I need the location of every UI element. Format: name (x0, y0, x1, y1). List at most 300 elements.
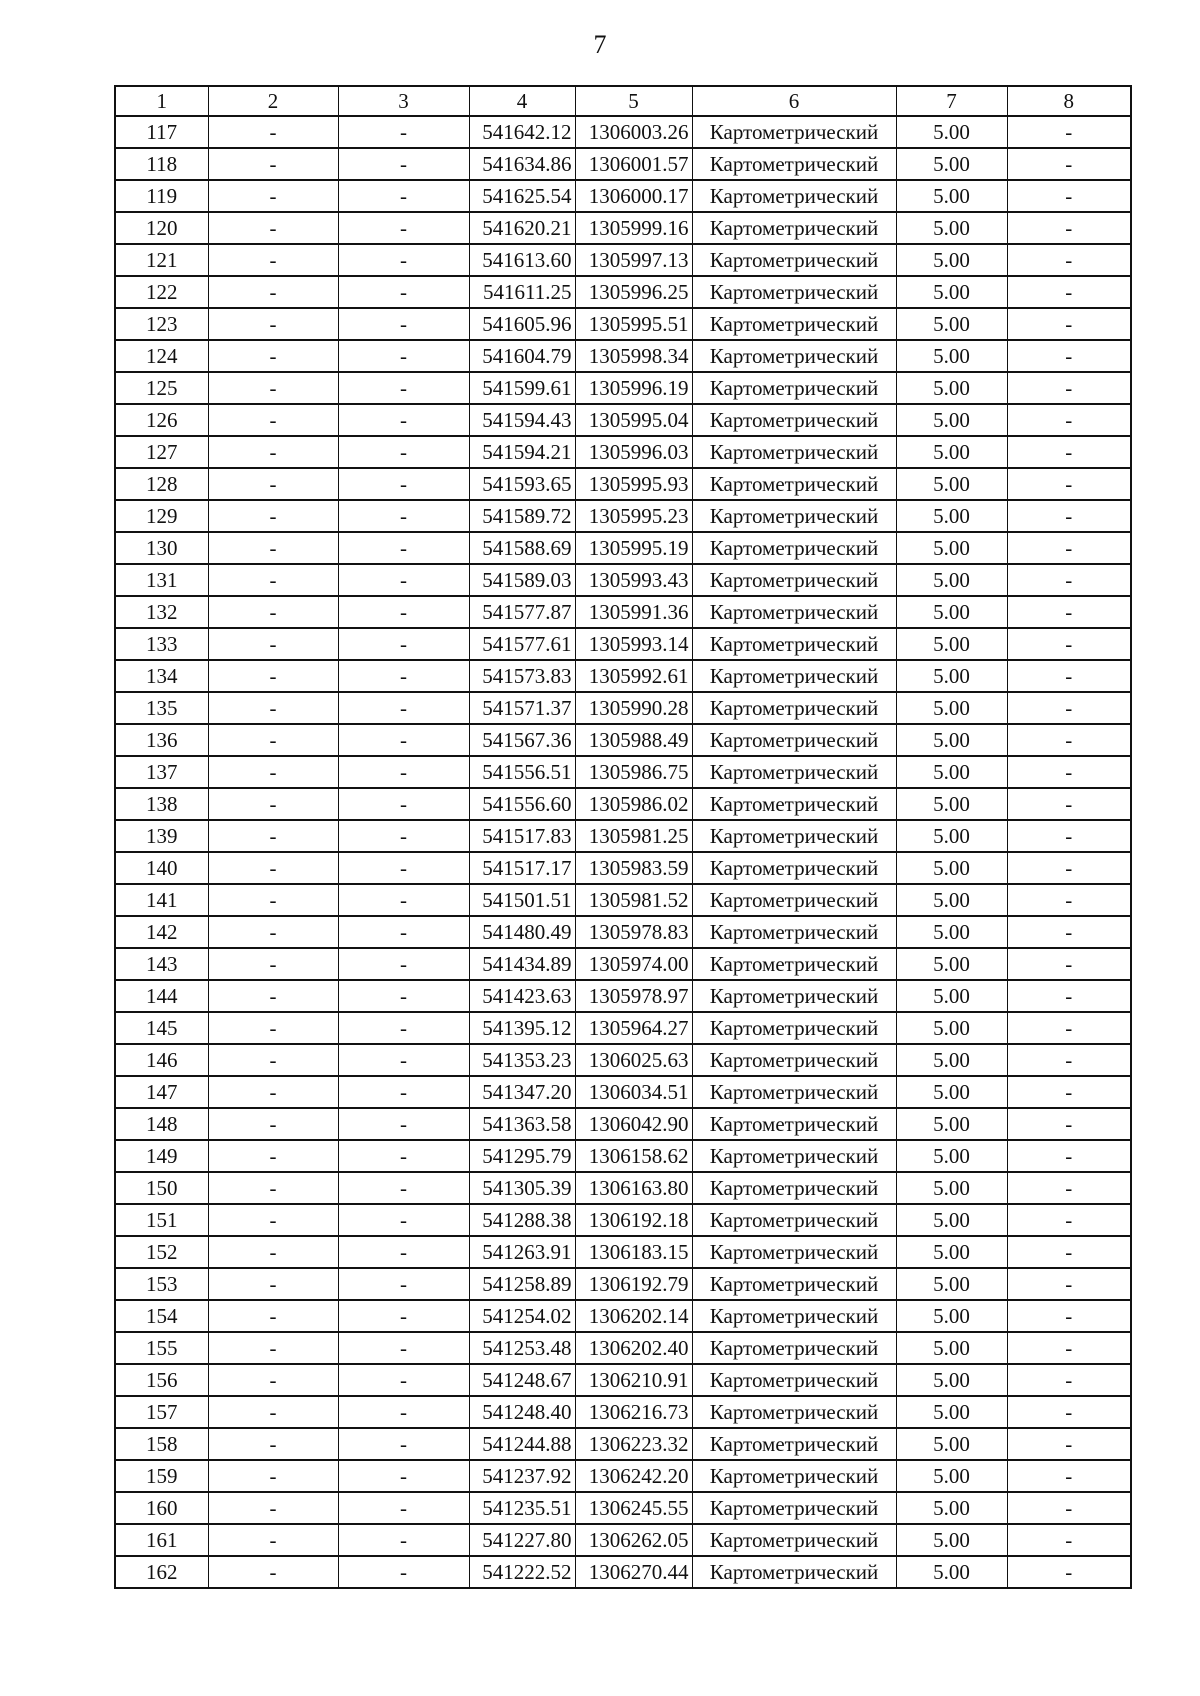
method-cell: Картометрический (692, 1460, 896, 1492)
point-number-cell: 149 (115, 1140, 208, 1172)
col8-cell: - (1007, 1332, 1131, 1364)
col8-cell: - (1007, 372, 1131, 404)
table-row (115, 148, 1131, 180)
point-number-cell: 153 (115, 1268, 208, 1300)
table-row (115, 1140, 1131, 1172)
col8-cell: - (1007, 1364, 1131, 1396)
y-coordinate-cell: 1306245.55 (575, 1492, 692, 1524)
x-coordinate-cell: 541594.21 (469, 436, 575, 468)
point-number-cell: 120 (115, 212, 208, 244)
method-cell: Картометрический (692, 1332, 896, 1364)
y-coordinate-cell: 1306183.15 (575, 1236, 692, 1268)
point-number-cell: 151 (115, 1204, 208, 1236)
col2-cell: - (208, 724, 338, 756)
y-coordinate-cell: 1306202.40 (575, 1332, 692, 1364)
accuracy-cell: 5.00 (896, 1492, 1007, 1524)
col8-cell: - (1007, 916, 1131, 948)
accuracy-cell: 5.00 (896, 916, 1007, 948)
method-cell: Картометрический (692, 276, 896, 308)
col8-cell: - (1007, 1204, 1131, 1236)
point-number-cell: 134 (115, 660, 208, 692)
x-coordinate-cell: 541254.02 (469, 1300, 575, 1332)
y-coordinate-cell: 1305974.00 (575, 948, 692, 980)
col8-cell: - (1007, 852, 1131, 884)
table-header (115, 86, 1131, 116)
method-cell: Картометрический (692, 1268, 896, 1300)
x-coordinate-cell: 541556.60 (469, 788, 575, 820)
col2-cell: - (208, 1556, 338, 1588)
method-cell: Картометрический (692, 212, 896, 244)
column-header-3: 3 (338, 86, 469, 116)
x-coordinate-cell: 541501.51 (469, 884, 575, 916)
accuracy-cell: 5.00 (896, 1236, 1007, 1268)
table-row (115, 1108, 1131, 1140)
col8-cell: - (1007, 1268, 1131, 1300)
x-coordinate-cell: 541248.67 (469, 1364, 575, 1396)
method-cell: Картометрический (692, 1108, 896, 1140)
col8-cell: - (1007, 276, 1131, 308)
col3-cell: - (338, 564, 469, 596)
x-coordinate-cell: 541620.21 (469, 212, 575, 244)
y-coordinate-cell: 1306025.63 (575, 1044, 692, 1076)
table-row (115, 532, 1131, 564)
col8-cell: - (1007, 564, 1131, 596)
method-cell: Картометрический (692, 1428, 896, 1460)
col2-cell: - (208, 692, 338, 724)
col2-cell: - (208, 660, 338, 692)
table-row (115, 404, 1131, 436)
col8-cell: - (1007, 436, 1131, 468)
x-coordinate-cell: 541227.80 (469, 1524, 575, 1556)
table-row (115, 1428, 1131, 1460)
x-coordinate-cell: 541244.88 (469, 1428, 575, 1460)
table-row (115, 1396, 1131, 1428)
method-cell: Картометрический (692, 788, 896, 820)
col2-cell: - (208, 1460, 338, 1492)
col2-cell: - (208, 756, 338, 788)
col2-cell: - (208, 180, 338, 212)
table-row (115, 372, 1131, 404)
table-row (115, 1044, 1131, 1076)
col2-cell: - (208, 628, 338, 660)
col2-cell: - (208, 1396, 338, 1428)
accuracy-cell: 5.00 (896, 212, 1007, 244)
table-row (115, 1172, 1131, 1204)
col3-cell: - (338, 276, 469, 308)
col8-cell: - (1007, 532, 1131, 564)
method-cell: Картометрический (692, 1364, 896, 1396)
col3-cell: - (338, 1012, 469, 1044)
col8-cell: - (1007, 308, 1131, 340)
col3-cell: - (338, 1172, 469, 1204)
col3-cell: - (338, 852, 469, 884)
col2-cell: - (208, 468, 338, 500)
method-cell: Картометрический (692, 820, 896, 852)
accuracy-cell: 5.00 (896, 628, 1007, 660)
col8-cell: - (1007, 660, 1131, 692)
point-number-cell: 133 (115, 628, 208, 660)
accuracy-cell: 5.00 (896, 564, 1007, 596)
col2-cell: - (208, 1364, 338, 1396)
col8-cell: - (1007, 500, 1131, 532)
method-cell: Картометрический (692, 564, 896, 596)
x-coordinate-cell: 541567.36 (469, 724, 575, 756)
col8-cell: - (1007, 404, 1131, 436)
table-row (115, 596, 1131, 628)
col3-cell: - (338, 1044, 469, 1076)
point-number-cell: 128 (115, 468, 208, 500)
col8-cell: - (1007, 148, 1131, 180)
col2-cell: - (208, 116, 338, 148)
col3-cell: - (338, 756, 469, 788)
y-coordinate-cell: 1305995.93 (575, 468, 692, 500)
col2-cell: - (208, 1428, 338, 1460)
y-coordinate-cell: 1305999.16 (575, 212, 692, 244)
method-cell: Картометрический (692, 1076, 896, 1108)
col3-cell: - (338, 788, 469, 820)
y-coordinate-cell: 1305978.97 (575, 980, 692, 1012)
point-number-cell: 147 (115, 1076, 208, 1108)
col8-cell: - (1007, 884, 1131, 916)
y-coordinate-cell: 1305997.13 (575, 244, 692, 276)
point-number-cell: 138 (115, 788, 208, 820)
y-coordinate-cell: 1305995.04 (575, 404, 692, 436)
col2-cell: - (208, 1012, 338, 1044)
column-header-7: 7 (896, 86, 1007, 116)
accuracy-cell: 5.00 (896, 1396, 1007, 1428)
y-coordinate-cell: 1306223.32 (575, 1428, 692, 1460)
point-number-cell: 121 (115, 244, 208, 276)
table-row (115, 1076, 1131, 1108)
col8-cell: - (1007, 1236, 1131, 1268)
col2-cell: - (208, 212, 338, 244)
point-number-cell: 159 (115, 1460, 208, 1492)
method-cell: Картометрический (692, 980, 896, 1012)
accuracy-cell: 5.00 (896, 884, 1007, 916)
point-number-cell: 118 (115, 148, 208, 180)
method-cell: Картометрический (692, 1140, 896, 1172)
accuracy-cell: 5.00 (896, 660, 1007, 692)
x-coordinate-cell: 541434.89 (469, 948, 575, 980)
x-coordinate-cell: 541347.20 (469, 1076, 575, 1108)
accuracy-cell: 5.00 (896, 692, 1007, 724)
accuracy-cell: 5.00 (896, 468, 1007, 500)
method-cell: Картометрический (692, 916, 896, 948)
method-cell: Картометрический (692, 1524, 896, 1556)
column-header-8: 8 (1007, 86, 1131, 116)
col2-cell: - (208, 1140, 338, 1172)
y-coordinate-cell: 1305988.49 (575, 724, 692, 756)
table-row (115, 916, 1131, 948)
table-row (115, 1524, 1131, 1556)
column-header-5: 5 (575, 86, 692, 116)
col8-cell: - (1007, 244, 1131, 276)
table-row (115, 724, 1131, 756)
x-coordinate-cell: 541577.87 (469, 596, 575, 628)
col2-cell: - (208, 1204, 338, 1236)
x-coordinate-cell: 541295.79 (469, 1140, 575, 1172)
point-number-cell: 126 (115, 404, 208, 436)
method-cell: Картометрический (692, 308, 896, 340)
method-cell: Картометрический (692, 148, 896, 180)
x-coordinate-cell: 541594.43 (469, 404, 575, 436)
x-coordinate-cell: 541588.69 (469, 532, 575, 564)
y-coordinate-cell: 1305995.51 (575, 308, 692, 340)
col3-cell: - (338, 1236, 469, 1268)
col8-cell: - (1007, 820, 1131, 852)
table-row (115, 180, 1131, 212)
col3-cell: - (338, 1300, 469, 1332)
point-number-cell: 162 (115, 1556, 208, 1588)
col2-cell: - (208, 1268, 338, 1300)
col2-cell: - (208, 308, 338, 340)
point-number-cell: 154 (115, 1300, 208, 1332)
accuracy-cell: 5.00 (896, 1556, 1007, 1588)
x-coordinate-cell: 541634.86 (469, 148, 575, 180)
col2-cell: - (208, 148, 338, 180)
accuracy-cell: 5.00 (896, 436, 1007, 468)
table-row (115, 1012, 1131, 1044)
col3-cell: - (338, 1332, 469, 1364)
method-cell: Картометрический (692, 1012, 896, 1044)
col8-cell: - (1007, 1076, 1131, 1108)
method-cell: Картометрический (692, 948, 896, 980)
col2-cell: - (208, 596, 338, 628)
x-coordinate-cell: 541222.52 (469, 1556, 575, 1588)
y-coordinate-cell: 1305993.43 (575, 564, 692, 596)
table-row (115, 980, 1131, 1012)
accuracy-cell: 5.00 (896, 1108, 1007, 1140)
x-coordinate-cell: 541363.58 (469, 1108, 575, 1140)
point-number-cell: 135 (115, 692, 208, 724)
point-number-cell: 141 (115, 884, 208, 916)
y-coordinate-cell: 1306242.20 (575, 1460, 692, 1492)
point-number-cell: 148 (115, 1108, 208, 1140)
x-coordinate-cell: 541599.61 (469, 372, 575, 404)
col3-cell: - (338, 980, 469, 1012)
col2-cell: - (208, 916, 338, 948)
col3-cell: - (338, 436, 469, 468)
col3-cell: - (338, 148, 469, 180)
x-coordinate-cell: 541604.79 (469, 340, 575, 372)
x-coordinate-cell: 541556.51 (469, 756, 575, 788)
point-number-cell: 122 (115, 276, 208, 308)
col8-cell: - (1007, 948, 1131, 980)
col3-cell: - (338, 916, 469, 948)
col3-cell: - (338, 724, 469, 756)
col3-cell: - (338, 1428, 469, 1460)
y-coordinate-cell: 1306001.57 (575, 148, 692, 180)
accuracy-cell: 5.00 (896, 116, 1007, 148)
col2-cell: - (208, 1044, 338, 1076)
point-number-cell: 157 (115, 1396, 208, 1428)
method-cell: Картометрический (692, 116, 896, 148)
col2-cell: - (208, 1076, 338, 1108)
accuracy-cell: 5.00 (896, 308, 1007, 340)
point-number-cell: 125 (115, 372, 208, 404)
table-row (115, 340, 1131, 372)
table-row (115, 820, 1131, 852)
table-row (115, 788, 1131, 820)
accuracy-cell: 5.00 (896, 788, 1007, 820)
method-cell: Картометрический (692, 1396, 896, 1428)
col3-cell: - (338, 820, 469, 852)
col2-cell: - (208, 564, 338, 596)
method-cell: Картометрический (692, 468, 896, 500)
x-coordinate-cell: 541517.17 (469, 852, 575, 884)
col2-cell: - (208, 340, 338, 372)
table-row (115, 756, 1131, 788)
col8-cell: - (1007, 1492, 1131, 1524)
x-coordinate-cell: 541263.91 (469, 1236, 575, 1268)
accuracy-cell: 5.00 (896, 1044, 1007, 1076)
x-coordinate-cell: 541480.49 (469, 916, 575, 948)
method-cell: Картометрический (692, 1204, 896, 1236)
column-header-6: 6 (692, 86, 896, 116)
col8-cell: - (1007, 1300, 1131, 1332)
col8-cell: - (1007, 980, 1131, 1012)
accuracy-cell: 5.00 (896, 1204, 1007, 1236)
table-row (115, 1300, 1131, 1332)
col3-cell: - (338, 340, 469, 372)
table-row (115, 116, 1131, 148)
accuracy-cell: 5.00 (896, 948, 1007, 980)
method-cell: Картометрический (692, 532, 896, 564)
y-coordinate-cell: 1306262.05 (575, 1524, 692, 1556)
table-row (115, 692, 1131, 724)
method-cell: Картометрический (692, 404, 896, 436)
col2-cell: - (208, 1236, 338, 1268)
col2-cell: - (208, 1492, 338, 1524)
table-row (115, 244, 1131, 276)
col8-cell: - (1007, 724, 1131, 756)
point-number-cell: 124 (115, 340, 208, 372)
x-coordinate-cell: 541517.83 (469, 820, 575, 852)
point-number-cell: 156 (115, 1364, 208, 1396)
point-number-cell: 137 (115, 756, 208, 788)
y-coordinate-cell: 1306210.91 (575, 1364, 692, 1396)
column-header-1: 1 (115, 86, 208, 116)
point-number-cell: 145 (115, 1012, 208, 1044)
col8-cell: - (1007, 116, 1131, 148)
table-row (115, 1236, 1131, 1268)
col8-cell: - (1007, 756, 1131, 788)
y-coordinate-cell: 1306270.44 (575, 1556, 692, 1588)
col8-cell: - (1007, 340, 1131, 372)
method-cell: Картометрический (692, 628, 896, 660)
col2-cell: - (208, 1300, 338, 1332)
col3-cell: - (338, 1268, 469, 1300)
x-coordinate-cell: 541593.65 (469, 468, 575, 500)
accuracy-cell: 5.00 (896, 596, 1007, 628)
accuracy-cell: 5.00 (896, 1300, 1007, 1332)
col3-cell: - (338, 628, 469, 660)
x-coordinate-cell: 541589.72 (469, 500, 575, 532)
method-cell: Картометрический (692, 724, 896, 756)
col2-cell: - (208, 1524, 338, 1556)
accuracy-cell: 5.00 (896, 148, 1007, 180)
y-coordinate-cell: 1306202.14 (575, 1300, 692, 1332)
col3-cell: - (338, 244, 469, 276)
x-coordinate-cell: 541642.12 (469, 116, 575, 148)
x-coordinate-cell: 541288.38 (469, 1204, 575, 1236)
table-row (115, 308, 1131, 340)
accuracy-cell: 5.00 (896, 372, 1007, 404)
table-row (115, 852, 1131, 884)
y-coordinate-cell: 1305996.03 (575, 436, 692, 468)
col3-cell: - (338, 596, 469, 628)
col2-cell: - (208, 276, 338, 308)
col3-cell: - (338, 948, 469, 980)
y-coordinate-cell: 1305998.34 (575, 340, 692, 372)
x-coordinate-cell: 541305.39 (469, 1172, 575, 1204)
col2-cell: - (208, 1108, 338, 1140)
method-cell: Картометрический (692, 1556, 896, 1588)
y-coordinate-cell: 1306163.80 (575, 1172, 692, 1204)
table-body (115, 116, 1131, 1588)
col3-cell: - (338, 404, 469, 436)
point-number-cell: 136 (115, 724, 208, 756)
method-cell: Картометрический (692, 500, 896, 532)
table-row (115, 1492, 1131, 1524)
col2-cell: - (208, 884, 338, 916)
accuracy-cell: 5.00 (896, 1332, 1007, 1364)
x-coordinate-cell: 541625.54 (469, 180, 575, 212)
point-number-cell: 158 (115, 1428, 208, 1460)
col3-cell: - (338, 212, 469, 244)
col3-cell: - (338, 1460, 469, 1492)
accuracy-cell: 5.00 (896, 852, 1007, 884)
col8-cell: - (1007, 212, 1131, 244)
col2-cell: - (208, 500, 338, 532)
col3-cell: - (338, 116, 469, 148)
method-cell: Картометрический (692, 1300, 896, 1332)
column-header-4: 4 (469, 86, 575, 116)
point-number-cell: 119 (115, 180, 208, 212)
table-row (115, 1460, 1131, 1492)
col8-cell: - (1007, 468, 1131, 500)
table-row (115, 948, 1131, 980)
col3-cell: - (338, 692, 469, 724)
table-row (115, 1204, 1131, 1236)
col8-cell: - (1007, 628, 1131, 660)
col2-cell: - (208, 372, 338, 404)
accuracy-cell: 5.00 (896, 244, 1007, 276)
x-coordinate-cell: 541353.23 (469, 1044, 575, 1076)
point-number-cell: 144 (115, 980, 208, 1012)
accuracy-cell: 5.00 (896, 980, 1007, 1012)
method-cell: Картометрический (692, 436, 896, 468)
col8-cell: - (1007, 788, 1131, 820)
table-row (115, 1364, 1131, 1396)
x-coordinate-cell: 541605.96 (469, 308, 575, 340)
page-number: 7 (593, 30, 607, 59)
x-coordinate-cell: 541589.03 (469, 564, 575, 596)
point-number-cell: 127 (115, 436, 208, 468)
y-coordinate-cell: 1305986.02 (575, 788, 692, 820)
point-number-cell: 155 (115, 1332, 208, 1364)
col2-cell: - (208, 532, 338, 564)
x-coordinate-cell: 541248.40 (469, 1396, 575, 1428)
y-coordinate-cell: 1306192.79 (575, 1268, 692, 1300)
col2-cell: - (208, 244, 338, 276)
col3-cell: - (338, 1204, 469, 1236)
point-number-cell: 131 (115, 564, 208, 596)
method-cell: Картометрический (692, 1172, 896, 1204)
y-coordinate-cell: 1306158.62 (575, 1140, 692, 1172)
x-coordinate-cell: 541573.83 (469, 660, 575, 692)
table-row (115, 1556, 1131, 1588)
